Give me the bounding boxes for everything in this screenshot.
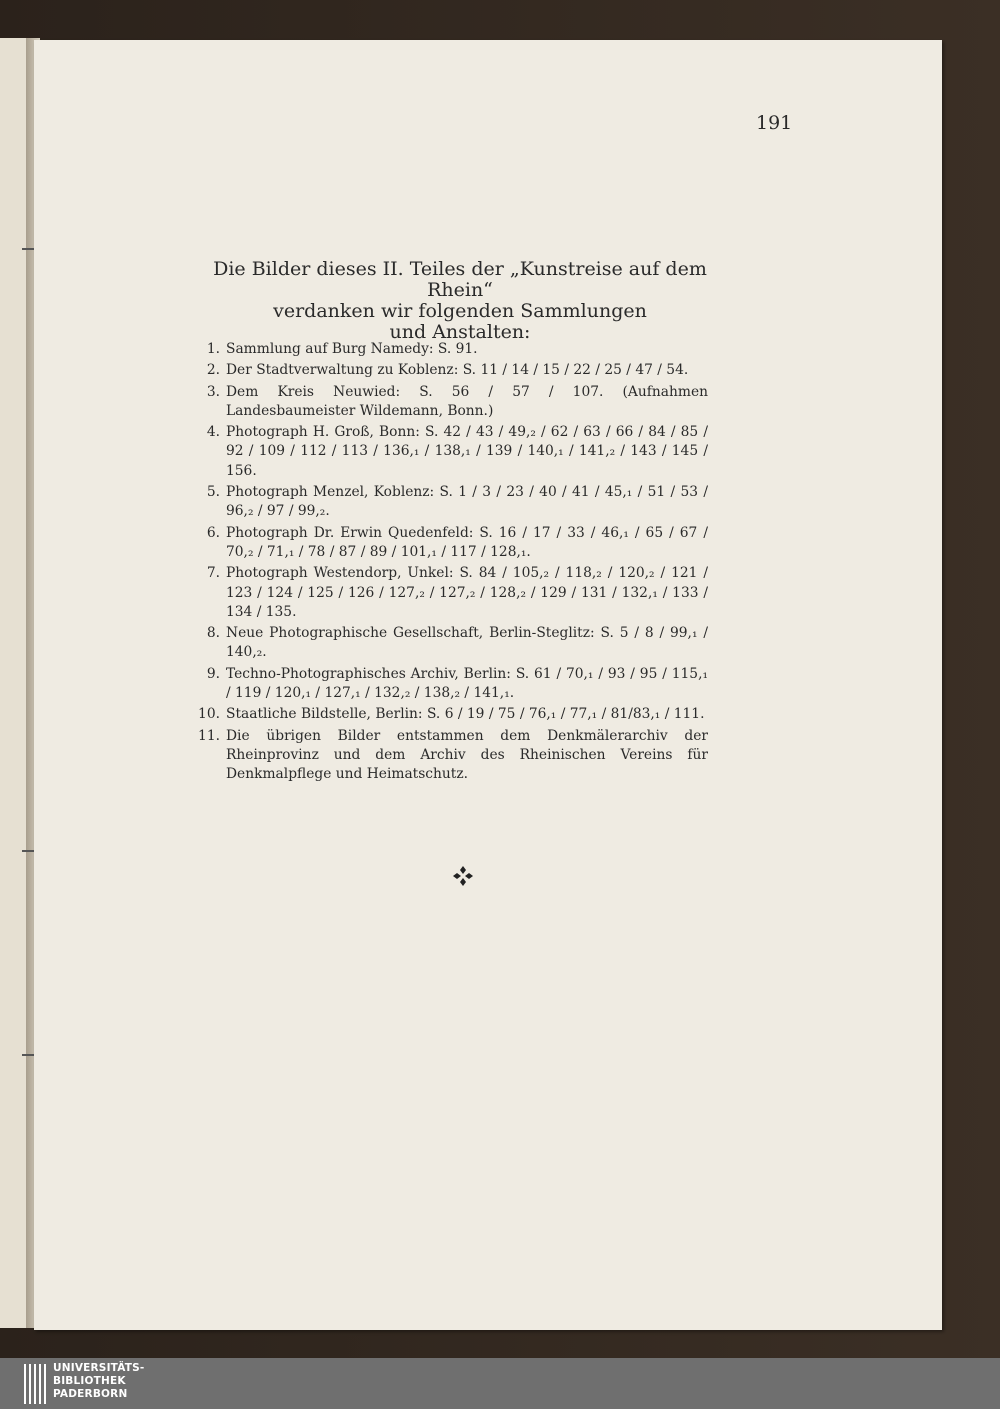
item-text: Der Stadtverwaltung zu Koblenz: S. 11 / 14 / 15 / 22 / 25 / 47 / 54. [226,362,689,379]
item-text: Dem Kreis Neuwied: S. 56 / 57 / 107. (Aufnahmen Landesbaumeister Wildemann, Bonn.) [226,383,708,419]
item-number: 7. [206,565,220,582]
item-text: Neue Photographische Gesellschaft, Berlin-Steglitz: S. 5 / 8 / 99,₁ / 140,₂. [226,625,708,661]
list-item [196,361,708,380]
heading-line: Die Bilder dieses II. Teiles der „Kunstreise auf dem Rhein“ [213,258,707,301]
item-text: Techno-Photographisches Archiv, Berlin: S. 61 / 70,₁ / 93 / 95 / 115,₁ / 119 / 120,₁ / 127,₁ / 132,₂ / 138,₂ / 141,₁. [226,665,708,702]
library-logo-text: PADERBORN [53,1388,128,1400]
credit-list [196,340,708,787]
heading-line: verdanken wir folgenden Sammlungen [273,300,647,322]
library-logo-icon [23,1364,47,1404]
item-number: 11. [198,727,220,744]
item-number: 3. [206,383,220,400]
list-item [196,665,708,704]
list-item [196,705,708,724]
item-text: Photograph Westendorp, Unkel: S. 84 / 105,₂ / 118,₂ / 120,₂ / 121 / 123 / 124 / 125 / 126 / 127,₂ / 127,₂ / 128,₂ / 129 / 131 / 132,₁ / 133 / 134 / 135. [226,565,708,620]
item-number: 4. [206,424,220,441]
list-item [196,383,708,422]
item-number: 10. [198,706,220,723]
item-text: Die übrigen Bilder entstammen dem Denkmälerarchiv der Rheinprovinz und dem Archiv des Rheinischen Vereins für Denkmalpflege und Heimatschutz. [226,727,708,783]
item-number: 6. [206,524,220,541]
list-item [196,727,708,785]
item-number: 2. [206,362,220,379]
left-page-edge [0,38,27,1328]
item-text: Staatliche Bildstelle, Berlin: S. 6 / 19 / 75 / 76,₁ / 77,₁ / 81/83,₁ / 111. [226,706,705,723]
list-item [196,564,708,622]
item-text: Photograph Menzel, Koblenz: S. 1 / 3 / 23 / 40 / 41 / 45,₁ / 51 / 53 / 96,₂ / 97 / 99,₂. [226,484,708,520]
footer-bar [0,1358,1000,1409]
library-logo-text: BIBLIOTHEK [53,1375,126,1387]
page-number: 191 [756,112,793,134]
page-heading [180,259,740,343]
item-number: 9. [206,665,220,682]
item-text: Sammlung auf Burg Namedy: S. 91. [226,341,478,357]
item-number: 8. [206,625,220,642]
library-logo-text: UNIVERSITÄTS- [53,1362,145,1374]
item-text: Photograph H. Groß, Bonn: S. 42 / 43 / 49,₂ / 62 / 63 / 66 / 84 / 85 / 92 / 109 / 112 / 113 / 136,₁ / 138,₁ / 139 / 140,₁ / 141,₂ / 143 / 145 / 156. [226,424,708,479]
list-item [196,483,708,522]
item-number: 5. [206,484,220,501]
list-item [196,624,708,663]
list-item [196,524,708,563]
heading-line: und Anstalten: [389,321,531,343]
item-number: 1. [206,341,220,357]
four-diamond-fleuron-icon [451,864,475,888]
list-item [196,340,708,359]
list-item [196,423,708,481]
item-text: Photograph Dr. Erwin Quedenfeld: S. 16 / 17 / 33 / 46,₁ / 65 / 67 / 70,₂ / 71,₁ / 78 / 87 / 89 / 101,₁ / 117 / 128,₁. [226,524,708,560]
